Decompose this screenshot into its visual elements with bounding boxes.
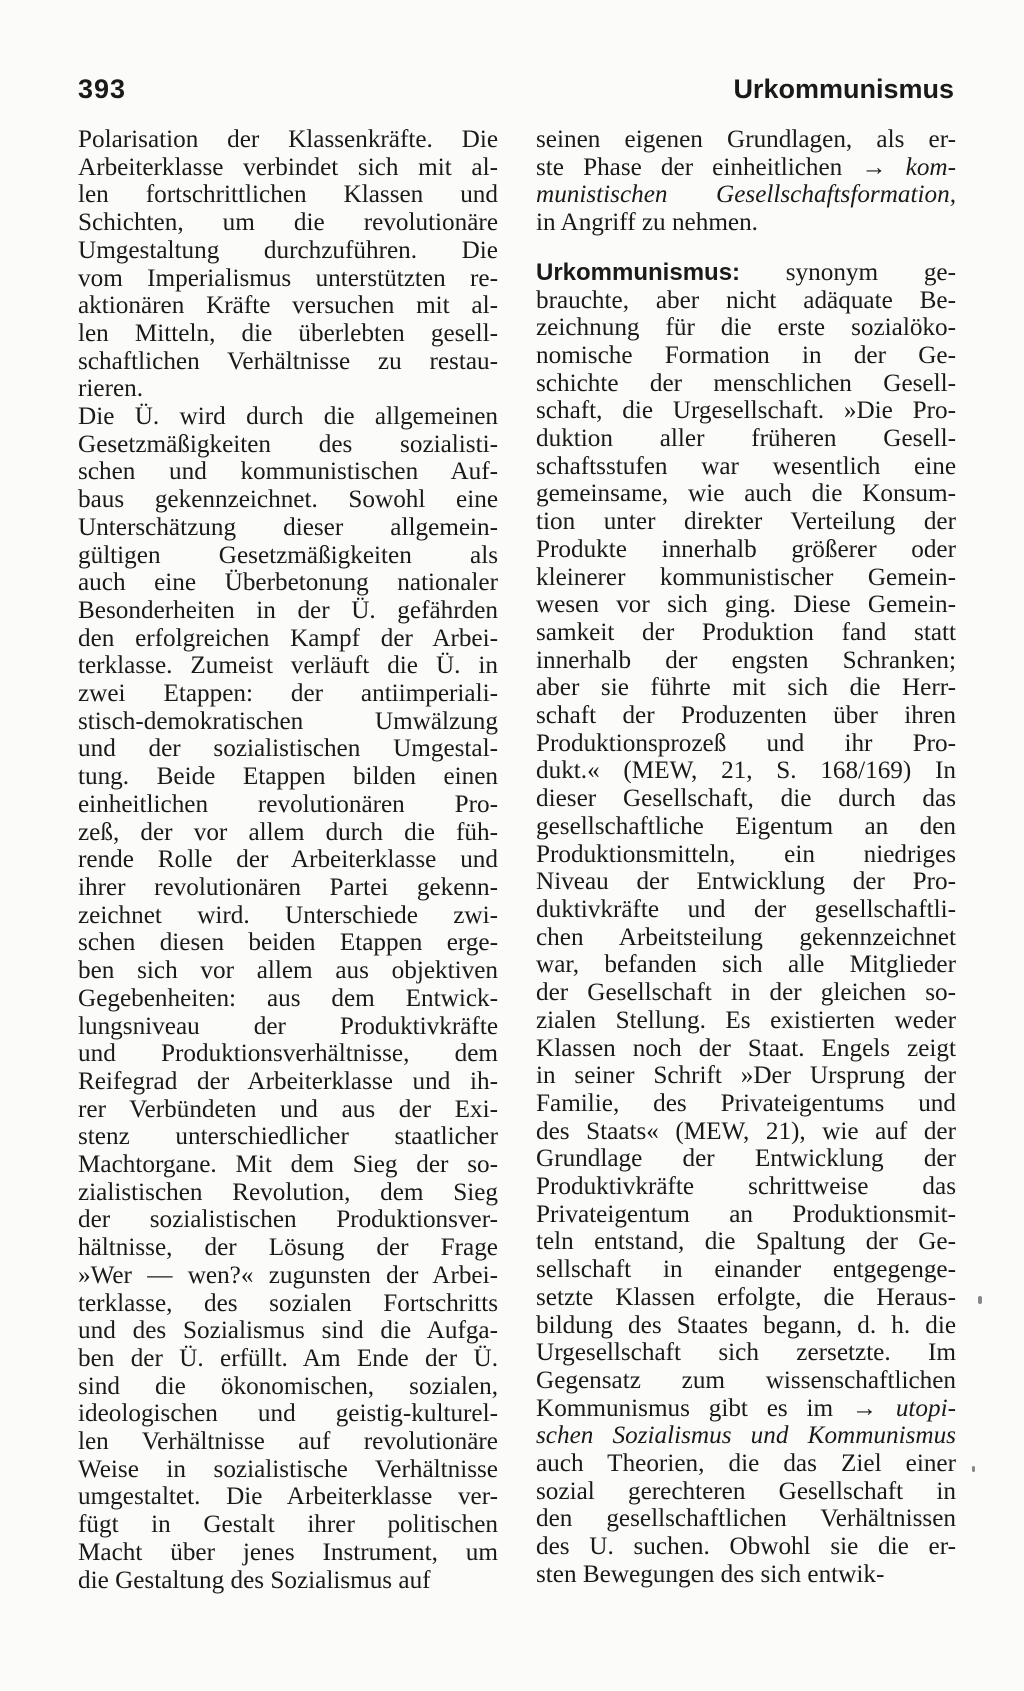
text-line: Gegensatz zum wissenschaftlichen	[536, 1366, 956, 1394]
text-line: Produktionsprozeß und ihr Pro-	[536, 729, 956, 757]
text-line: aktionären Kräfte versuchen mit al-	[78, 292, 498, 320]
text-line: Produktionsmitteln, ein niedriges	[536, 840, 956, 868]
text-line: samkeit der Produktion fand statt	[536, 618, 956, 646]
text-line: war, befanden sich alle Mitglieder	[536, 951, 956, 979]
text-line: den erfolgreichen Kampf der Arbei-	[78, 624, 498, 652]
cross-reference-link: utopi-	[895, 1394, 956, 1422]
text-fragment: synonym ge-	[740, 258, 956, 286]
text-line: und Produktionsverhältnisse, dem	[78, 1040, 498, 1068]
text-line: innerhalb der engsten Schranken;	[536, 646, 956, 674]
text-line: Grundlage der Entwicklung der	[536, 1145, 956, 1173]
text-line: vom Imperialismus unterstützten re-	[78, 264, 498, 292]
text-line: Unterschätzung dieser allgemein-	[78, 513, 498, 541]
text-line: zwei Etappen: der antiimperiali-	[78, 680, 498, 708]
text-line: schaft der Produzenten über ihren	[536, 702, 956, 730]
text-line: ideologischen und geistig-kulturel-	[78, 1400, 498, 1428]
text-line: bildung des Staates begann, d. h. die	[536, 1311, 956, 1339]
text-line: auch Theorien, die das Ziel einer	[536, 1450, 956, 1478]
text-line: des U. suchen. Obwohl sie die er-	[536, 1533, 956, 1561]
cross-reference-link: munistischen Gesellschaftsformation,	[536, 181, 956, 209]
text-line: terklasse. Zumeist verläuft die Ü. in	[78, 652, 498, 680]
text-line: Schichten, um die revolutionäre	[78, 209, 498, 237]
text-line: len fortschrittlichen Klassen und	[78, 181, 498, 209]
text-line: tion unter direkter Verteilung der	[536, 508, 956, 536]
text-line: ben sich vor allem aus objektiven	[78, 957, 498, 985]
text-line: schichte der menschlichen Gesell-	[536, 369, 956, 397]
text-line: rende Rolle der Arbeiterklasse und	[78, 846, 498, 874]
text-line: »Wer — wen?« zugunsten der Arbei-	[78, 1261, 498, 1289]
text-line	[536, 154, 956, 182]
text-line: des Staats« (MEW, 21), wie auf der	[536, 1117, 956, 1145]
text-line: rieren.	[78, 375, 144, 403]
text-line: Arbeiterklasse verbindet sich mit al-	[78, 153, 498, 181]
text-fragment: ste Phase der einheitlichen →	[536, 153, 906, 181]
text-line: Die Ü. wird durch die allgemeinen	[78, 403, 498, 431]
text-line: schaft, die Urgesellschaft. »Die Pro-	[536, 397, 956, 425]
text-line: len Mitteln, die überlebten gesell-	[78, 319, 498, 347]
text-line	[536, 1395, 956, 1423]
text-line: baus gekennzeichnet. Sowohl eine	[78, 486, 498, 514]
dictionary-entry-urkommunismus	[536, 259, 956, 1589]
text-line: zialistischen Revolution, dem Sieg	[78, 1178, 498, 1206]
text-line: aber sie führte mit sich die Herr-	[536, 674, 956, 702]
text-line: Niveau der Entwicklung der Pro-	[536, 868, 956, 896]
text-line: gemeinsame, wie auch die Konsum-	[536, 480, 956, 508]
text-line: zialen Stellung. Es existierten weder	[536, 1006, 956, 1034]
text-line: terklasse, des sozialen Fortschritts	[78, 1289, 498, 1317]
text-line: dukt.« (MEW, 21, S. 168/169) In	[536, 757, 956, 785]
text-line: seinen eigenen Grundlagen, als er-	[536, 126, 956, 153]
text-line: umgestaltet. Die Arbeiterklasse ver-	[78, 1483, 498, 1511]
text-line: Weise in sozialistische Verhältnisse	[78, 1455, 498, 1483]
text-line: rer Verbündeten und aus der Exi-	[78, 1095, 498, 1123]
entry-first-line	[536, 259, 956, 287]
entry-headword: Urkommunismus:	[536, 258, 741, 286]
text-fragment: Kommunismus gibt es im →	[536, 1394, 896, 1422]
text-line: schaftsstufen war wesentlich eine	[536, 452, 956, 480]
text-line: ben der Ü. erfüllt. Am Ende der Ü.	[78, 1344, 498, 1372]
text-line: Polarisation der Klassenkräfte. Die	[78, 126, 498, 153]
text-line: Gegebenheiten: aus dem Entwick-	[78, 984, 498, 1012]
text-line: duktion aller früheren Gesell-	[536, 425, 956, 453]
text-line: Produktivkräfte schrittweise das	[536, 1173, 956, 1201]
running-title: Urkommunismus	[733, 74, 954, 104]
text-line: auch eine Überbetonung nationaler	[78, 569, 498, 597]
text-line	[536, 1422, 956, 1450]
text-line: der sozialistischen Produktionsver-	[78, 1206, 498, 1234]
page-number: 393	[78, 74, 127, 104]
text-line: in seiner Schrift »Der Ursprung der	[536, 1062, 956, 1090]
text-line: und des Sozialismus sind die Aufga-	[78, 1317, 498, 1345]
text-line: kleinerer kommunistischer Gemein-	[536, 563, 956, 591]
scan-speck	[972, 1466, 975, 1472]
text-line: Besonderheiten in der Ü. gefährden	[78, 596, 498, 624]
text-line: Reifegrad der Arbeiterklasse und ih-	[78, 1067, 498, 1095]
text-line: den gesellschaftlichen Verhältnissen	[536, 1505, 956, 1533]
text-line: dieser Gesellschaft, die durch das	[536, 785, 956, 813]
text-line: Macht über jenes Instrument, um	[78, 1538, 498, 1566]
text-line: schen und kommunistischen Auf-	[78, 458, 498, 486]
text-line: schen diesen beiden Etappen erge-	[78, 929, 498, 957]
text-line: zeichnet wird. Unterschiede zwi-	[78, 901, 498, 929]
text-line: brauchte, aber nicht adäquate Be-	[536, 286, 956, 314]
text-line: Machtorgane. Mit dem Sieg der so-	[78, 1151, 498, 1179]
text-line: hältnisse, der Lösung der Frage	[78, 1234, 498, 1262]
cross-reference-link: kom-	[905, 153, 956, 181]
scan-speck	[978, 1296, 982, 1304]
text-line: stisch-demokratischen Umwälzung	[78, 707, 498, 735]
text-line: schaftlichen Verhältnisse zu restau-	[78, 347, 498, 375]
text-line: stenz unterschiedlicher staatlicher	[78, 1123, 498, 1151]
text-line: duktivkräfte und der gesellschaftli-	[536, 895, 956, 923]
text-line: Urgesellschaft sich zersetzte. Im	[536, 1339, 956, 1367]
text-line: sozial gerechteren Gesellschaft in	[536, 1477, 956, 1505]
text-line: sind die ökonomischen, sozialen,	[78, 1372, 498, 1400]
text-line: und der sozialistischen Umgestal-	[78, 735, 498, 763]
text-line: die Gestaltung des Sozialismus auf	[78, 1566, 431, 1594]
text-line: chen Arbeitsteilung gekennzeichnet	[536, 923, 956, 951]
text-line: sten Bewegungen des sich entwik-	[536, 1560, 885, 1588]
text-line: zeß, der vor allem durch die füh-	[78, 818, 498, 846]
text-line: teln entstand, die Spaltung der Ge-	[536, 1228, 956, 1256]
text-line: einheitlichen revolutionären Pro-	[78, 790, 498, 818]
continued-entry-text	[536, 126, 956, 237]
text-line: in Angriff zu nehmen.	[536, 209, 758, 237]
text-line: nomische Formation in der Ge-	[536, 341, 956, 369]
text-line: der Gesellschaft in der gleichen so-	[536, 979, 956, 1007]
text-line	[536, 181, 956, 209]
text-line: setzte Klassen erfolgte, die Heraus-	[536, 1283, 956, 1311]
text-line: lungsniveau der Produktivkräfte	[78, 1012, 498, 1040]
text-line: ihrer revolutionären Partei gekenn-	[78, 873, 498, 901]
text-line: Gesetzmäßigkeiten des sozialisti-	[78, 430, 498, 458]
text-line: Umgestaltung durchzuführen. Die	[78, 236, 498, 264]
text-line: gesellschaftliche Eigentum an den	[536, 812, 956, 840]
text-line: Familie, des Privateigentums und	[536, 1089, 956, 1117]
cross-reference-link: schen Sozialismus und Kommunismus	[536, 1422, 956, 1450]
text-line: Klassen noch der Staat. Engels zeigt	[536, 1034, 956, 1062]
left-column	[78, 126, 498, 1594]
text-line: zeichnung für die erste sozialöko-	[536, 314, 956, 342]
text-line: Produkte innerhalb größerer oder	[536, 535, 956, 563]
text-line: fügt in Gestalt ihrer politischen	[78, 1511, 498, 1539]
text-line: tung. Beide Etappen bilden einen	[78, 763, 498, 791]
right-column	[536, 126, 956, 1589]
text-line: len Verhältnisse auf revolutionäre	[78, 1428, 498, 1456]
text-line: wesen vor sich ging. Diese Gemein-	[536, 591, 956, 619]
text-line: gültigen Gesetzmäßigkeiten als	[78, 541, 498, 569]
text-line: Privateigentum an Produktionsmit-	[536, 1200, 956, 1228]
text-line: sellschaft in einander entgegenge-	[536, 1256, 956, 1284]
